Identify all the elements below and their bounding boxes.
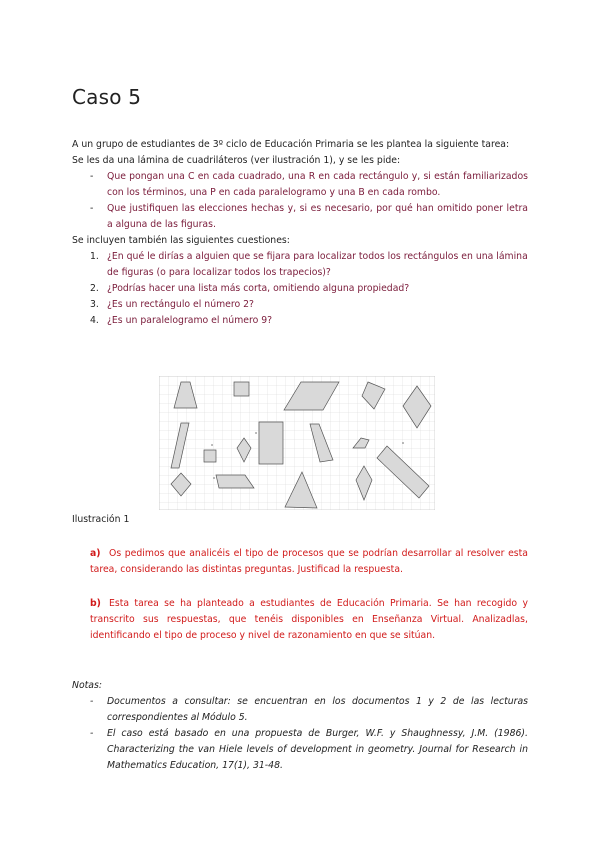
note-item: - El caso está basado en una propuesta de Burger, W.F. y Shaughnessy, J.M. (1986). Characterizing the van Hiele levels of development in geometry. Journal for Research in Mathematics Education, 17(1), 31-48.: [90, 728, 528, 771]
shape-small-square: [204, 450, 216, 462]
question-item: 4. ¿Es un paralelogramo el número 9?: [90, 315, 273, 326]
note-item: - Documentos a consultar: se encuentran en los documentos 1 y 2 de las lecturas correspondientes al Módulo 5.: [90, 696, 528, 723]
task-a-label: a): [90, 548, 101, 559]
dash-bullet: -: [90, 696, 94, 707]
notes-list: [72, 694, 528, 774]
request-list: [72, 169, 528, 233]
request-item: - Que pongan una C en cada cuadrado, una R en cada rectángulo y, si están familiarizados con los términos, una P en cada paralelogramo y una B en cada rombo.: [90, 171, 528, 198]
figure-caption: Ilustración 1: [72, 514, 130, 525]
question-item: 3. ¿Es un rectángulo el número 2?: [90, 299, 254, 310]
svg-text:x: x: [402, 441, 405, 445]
quadrilaterals-sheet-figure: [159, 376, 435, 510]
svg-text:x: x: [211, 443, 214, 447]
questions-intro: Se incluyen también las siguientes cuestiones:: [72, 235, 290, 246]
question-item: 1. ¿En qué le dirías a alguien que se fijara para localizar todos los rectángulos en una lámina de figuras (o para localizar todos los trapecios)?: [90, 251, 528, 278]
svg-text:x: x: [213, 476, 216, 480]
svg-text:x: x: [255, 431, 258, 435]
shape-rectangle: [259, 422, 283, 464]
question-item: 2. ¿Podrías hacer una lista más corta, omitiendo alguna propiedad?: [90, 283, 410, 294]
dash-bullet: -: [90, 728, 94, 739]
question-list: [72, 249, 528, 329]
task-a: [90, 546, 528, 578]
page-title: Caso 5: [72, 85, 142, 110]
task-b-label: b): [90, 598, 101, 609]
dash-bullet: -: [90, 203, 94, 214]
intro-request-line: Se les da una lámina de cuadriláteros (ver ilustración 1), y se les pide:: [72, 155, 401, 166]
task-description: [72, 137, 528, 329]
intro-paragraph: A un grupo de estudiantes de 3º ciclo de Educación Primaria se les plantea la siguiente tarea:: [72, 139, 510, 150]
task-a-text: Os pedimos que analicéis el tipo de procesos que se podrían desarrollar al resolver esta tarea, considerando las distintas preguntas. Justificad la respuesta.: [90, 548, 528, 575]
task-b: [90, 596, 528, 644]
notes-heading: Notas:: [72, 680, 102, 691]
request-item: - Que justifiquen las elecciones hechas y, si es necesario, por qué han omitido poner letra a alguna de las figuras.: [90, 203, 528, 230]
dash-bullet: -: [90, 171, 94, 182]
task-b-text: Esta tarea se ha planteado a estudiantes de Educación Primaria. Se han recogido y transcrito sus respuestas, que tenéis disponibles en Enseñanza Virtual. Analizadlas, identificando el tipo de proceso y nivel de razonamiento en que se sitúan.: [90, 598, 528, 641]
shape-square: [234, 382, 249, 396]
notes-section: [72, 678, 528, 774]
